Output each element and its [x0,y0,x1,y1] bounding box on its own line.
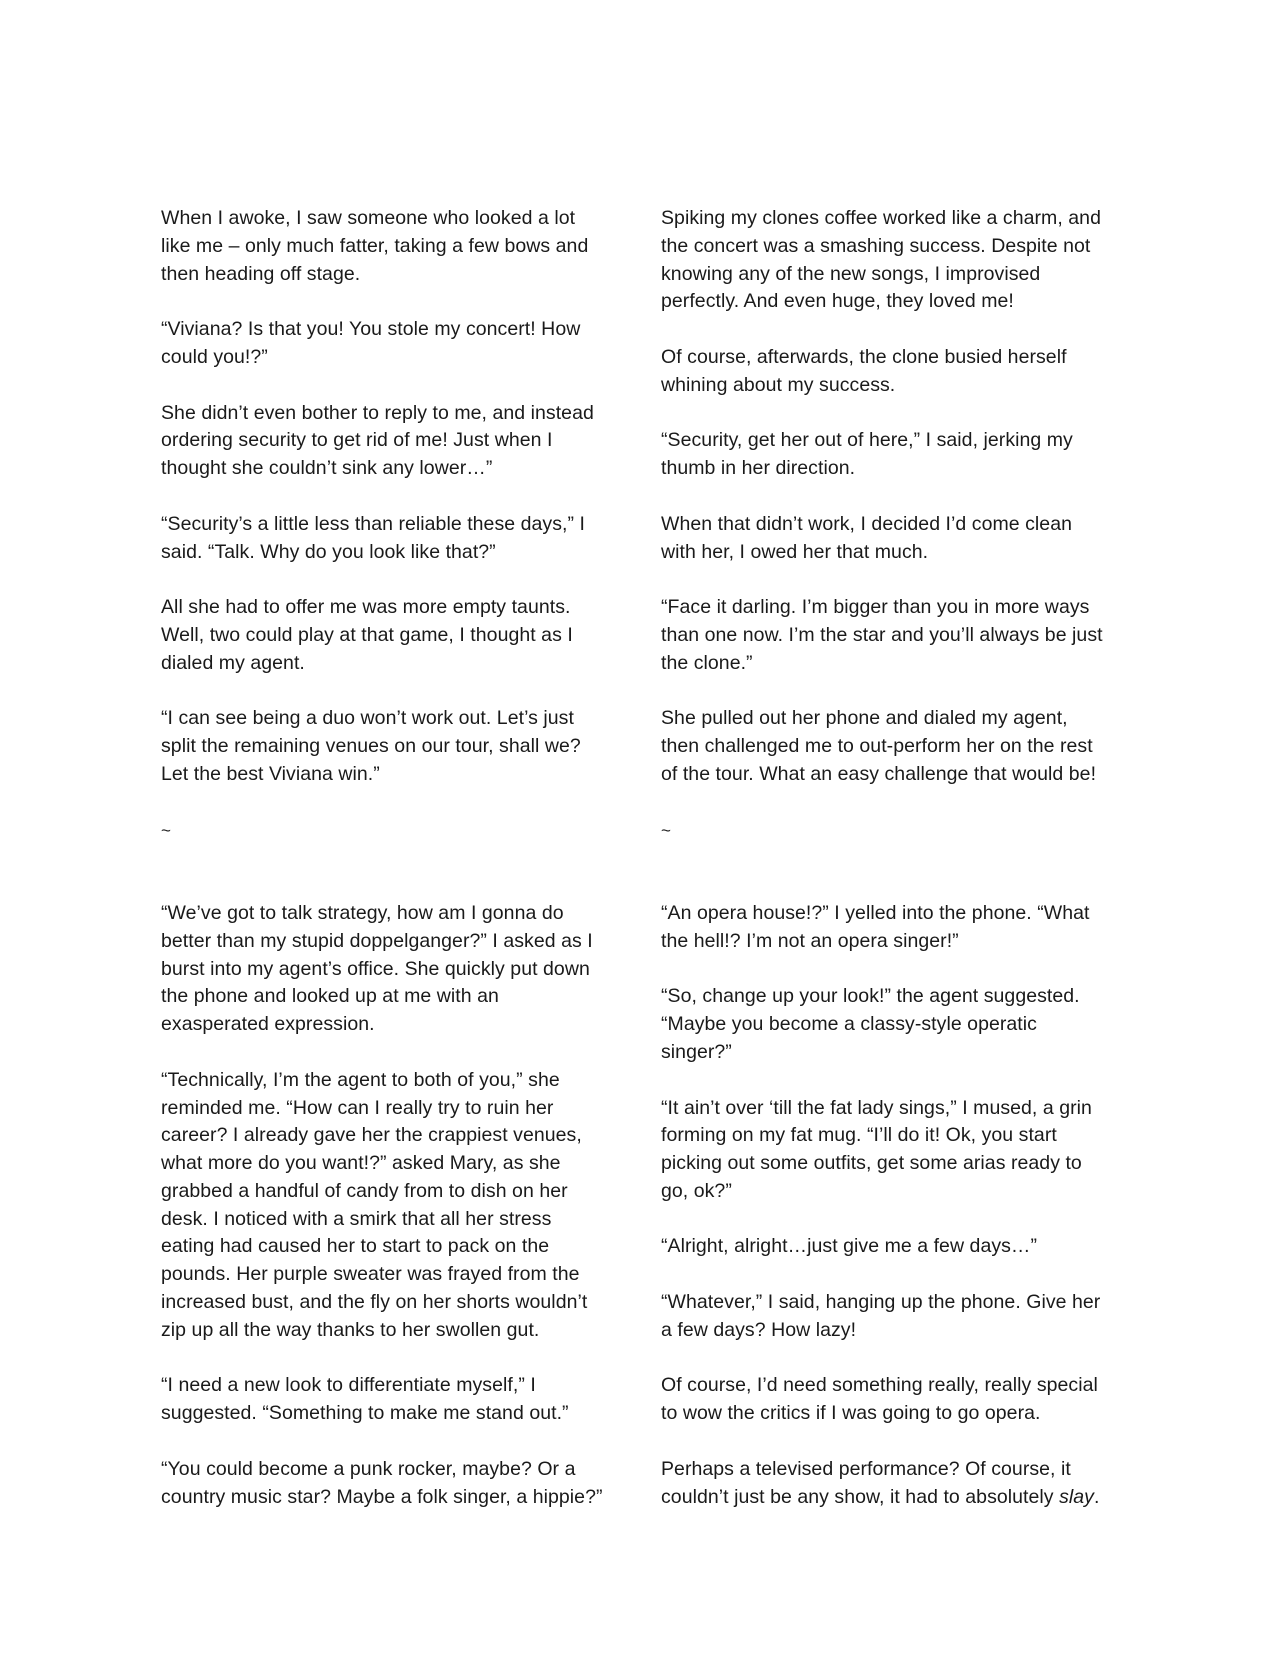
paragraph-line: career? I already gave her the crappiest venues, [161,1124,582,1147]
paragraph-line: what more do you want!?” asked Mary, as she [161,1152,561,1175]
paragraph [661,900,1146,956]
paragraph-line: “I can see being a duo won’t work out. Let’s just [161,707,574,730]
paragraph-line: the phone and looked up at me with an [161,985,499,1008]
right-column-paragraphs [661,205,1146,789]
paragraph-line: perfectly. And even huge, they loved me! [661,290,1014,313]
paragraph [661,427,1146,483]
paragraph [161,1067,639,1345]
paragraph-line: the clone.” [661,651,753,674]
paragraph-line: Let the best Viviana win.” [161,762,380,785]
paragraph-line: then heading off stage. [161,262,361,285]
paragraph [161,705,639,788]
paragraph-line: “It ain’t over ‘till the fat lady sings,” I mused, a grin [661,1096,1092,1119]
paragraph-line: “You could become a punk rocker, maybe? Or a [161,1457,576,1480]
paragraph-line: “I need a new look to differentiate myself,” I [161,1374,536,1397]
paragraph-line: “Security’s a little less than reliable these days,” I [161,512,585,535]
paragraph [661,205,1146,316]
paragraph-line: suggested. “Something to make me stand out.” [161,1402,569,1425]
paragraph-line: go, ok?” [661,1179,732,1202]
paragraph [161,205,639,288]
paragraph-line: “Technically, I’m the agent to both of you,” she [161,1068,560,1091]
paragraph-line: eating had caused her to start to pack on the [161,1235,550,1258]
paragraph-line: country music star? Maybe a folk singer, a hippie?” [161,1485,603,1508]
paragraph-line: said. “Talk. Why do you look like that?” [161,540,496,563]
paragraph-line: the hell!? I’m not an opera singer!” [661,929,959,952]
paragraph-line: Of course, I’d need something really, really special [661,1374,1098,1397]
paragraph-line: “So, change up your look!” the agent suggested. [661,985,1080,1008]
paragraph-line: “Maybe you become a classy-style operatic [661,1013,1037,1036]
left-column-paragraphs [161,205,639,789]
paragraph [661,1233,1146,1261]
paragraph-line: “An opera house!?” I yelled into the phone. “What [661,901,1090,924]
left-column-paragraphs-after [161,900,639,1512]
paragraph-line: burst into my agent’s office. She quickly put down [161,957,590,980]
paragraph-line: “Security, get her out of here,” I said, jerking my [661,429,1073,452]
paragraph [661,594,1146,677]
paragraph-line: Perhaps a televised performance? Of course, it [661,1457,1071,1480]
paragraph-line: Spiking my clones coffee worked like a charm, and [661,207,1101,229]
paragraph-line: When that didn’t work, I decided I’d come clean [661,512,1072,535]
paragraph-line: singer?” [661,1040,732,1063]
paragraph-line: than one now. I’m the star and you’ll always be just [661,623,1103,646]
paragraph-line: whining about my success. [661,373,896,396]
paragraph-line: “We’ve got to talk strategy, how am I gonna do [161,901,564,924]
paragraph [661,1372,1146,1428]
paragraph-line: pounds. Her purple sweater was frayed from the [161,1263,580,1286]
paragraph-line: picking out some outfits, get some arias ready to [661,1152,1082,1175]
paragraph-line: All she had to offer me was more empty taunts. [161,596,571,619]
paragraph [661,983,1146,1066]
paragraph-line: with her, I owed her that much. [661,540,929,563]
paragraph [661,705,1146,788]
paragraph-line: She didn’t even bother to reply to me, and instead [161,401,594,424]
paragraph [661,1095,1146,1206]
paragraph-line: Of course, afterwards, the clone busied herself [661,345,1067,368]
paragraph-line: then challenged me to out-perform her on the rest [661,735,1093,758]
paragraph-line: the concert was a smashing success. Despite not [661,234,1091,257]
paragraph [161,900,639,1039]
paragraph-line: split the remaining venues on our tour, shall we? [161,735,581,758]
paragraph [161,316,639,372]
paragraph-line: “Viviana? Is that you! You stole my concert! How [161,318,581,341]
paragraph-line: reminded me. “How can I really try to ruin her [161,1096,554,1119]
paragraph-line: a few days? How lazy! [661,1318,857,1341]
right-column [661,205,1146,1539]
paragraph-line: zip up all the way thanks to her swollen gut. [161,1318,540,1341]
paragraph-line: thought she couldn’t sink any lower…” [161,457,493,480]
paragraph-line: “Face it darling. I’m bigger than you in more ways [661,596,1090,619]
paragraph [661,344,1146,400]
paragraph-line: Well, two could play at that game, I thought as I [161,623,573,646]
paragraph-line: increased bust, and the fly on her shorts wouldn’t [161,1291,588,1314]
paragraph-line: ordering security to get rid of me! Just when I [161,429,553,452]
paragraph [161,1456,639,1512]
right-column-paragraphs-after [661,900,1146,1428]
paragraph [661,1289,1146,1345]
paragraph [661,511,1146,567]
paragraph-line: could you!?” [161,345,268,368]
paragraph-line: thumb in her direction. [661,457,856,480]
paragraph [161,400,639,483]
paragraph-final [661,1456,1146,1512]
paragraph [161,511,639,567]
paragraph-line: of the tour. What an easy challenge that would be! [661,762,1097,785]
paragraph-line: She pulled out her phone and dialed my agent, [661,707,1068,730]
paragraph-line: desk. I noticed with a smirk that all her stress [161,1207,552,1230]
left-column [161,205,639,1539]
paragraph-line: exasperated expression. [161,1013,375,1036]
paragraph-line: better than my stupid doppelganger?” I asked as I [161,929,593,952]
paragraph-line: grabbed a handful of candy from to dish on her [161,1179,568,1202]
paragraph-line: knowing any of the new songs, I improvised [661,262,1041,285]
scene-separator-left: ~ [161,820,171,840]
paragraph [161,1372,639,1428]
paragraph-line: dialed my agent. [161,651,305,674]
paragraph-line: forming on my fat mug. “I’ll do it! Ok, you start [661,1124,1057,1147]
italic-emphasis: slay [1059,1485,1094,1508]
paragraph-line: “Alright, alright…just give me a few days…” [661,1235,1038,1258]
scene-separator-right: ~ [661,820,671,840]
paragraph-line: to wow the critics if I was going to go opera. [661,1402,1041,1425]
paragraph-line: “Whatever,” I said, hanging up the phone. Give her [661,1291,1101,1314]
paragraph [161,594,639,677]
paragraph-line: When I awoke, I saw someone who looked a lot [161,207,576,229]
paragraph-line: couldn’t just be any show, it had to absolutely slay. [661,1485,1100,1508]
paragraph-line: like me – only much fatter, taking a few bows and [161,234,589,257]
